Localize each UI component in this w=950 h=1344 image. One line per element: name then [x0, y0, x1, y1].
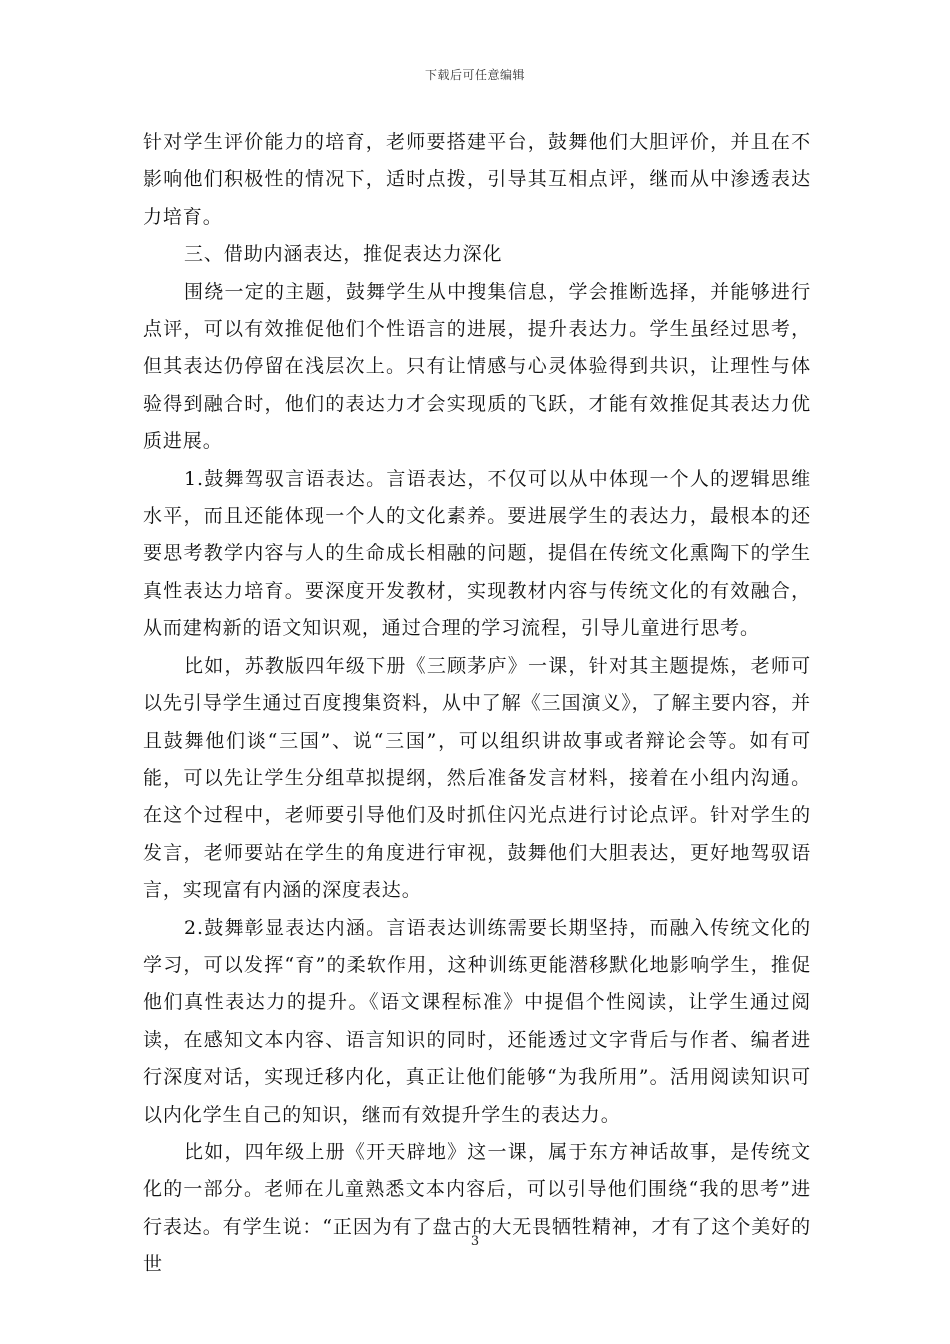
paragraph-1: 针对学生评价能力的培育，老师要搭建平台，鼓舞他们大胆评价，并且在不影响他们积极性的情况下，适时点拨，引导其互相点评，继而从中渗透表达力培育。	[143, 131, 811, 228]
paragraph-6: 比如，四年级上册《开天辟地》这一课，属于东方神话故事，是传统文化的一部分。老师在儿童熟悉文本内容后，可以引导他们围绕“我的思考”进行表达。有学生说：“正因为有了盘古的大无畏牺牲精神，才有了这个美好的世	[143, 1140, 811, 1276]
document-body	[143, 124, 811, 1284]
paragraph-4: 比如，苏教版四年级下册《三顾茅庐》一课，针对其主题提炼，老师可以先引导学生通过百度搜集资料，从中了解《三国演义》，了解主要内容，并且鼓舞他们谈“三国”、说“三国”，可以组织讲故事或者辩论会等。如有可能，可以先让学生分组草拟提纲，然后准备发言材料，接着在小组内沟通。在这个过程中，老师要引导他们及时抓住闪光点进行讨论点评。针对学生的发言，老师要站在学生的角度进行审视，鼓舞他们大胆表达，更好地驾驭语言，实现富有内涵的深度表达。	[143, 654, 811, 902]
paragraph-3: 1.鼓舞驾驭言语表达。言语表达，不仅可以从中体现一个人的逻辑思维水平，而且还能体现一个人的文化素养。要进展学生的表达力，最根本的还要思考教学内容与人的生命成长相融的问题，提倡在传统文化熏陶下的学生真性表达力培育。要深度开发教材，实现教材内容与传统文化的有效融合，从而建构新的语文知识观，通过合理的学习流程，引导儿童进行思考。	[143, 467, 811, 640]
paragraph-5: 2.鼓舞彰显表达内涵。言语表达训练需要长期坚持，而融入传统文化的学习，可以发挥“育”的柔软作用，这种训练更能潜移默化地影响学生，推促他们真性表达力的提升。《语文课程标准》中提倡个性阅读，让学生通过阅读，在感知文本内容、语言知识的同时，还能透过文字背后与作者、编者进行深度对话，实现迁移内化，真正让他们能够“为我所用”。活用阅读知识可以内化学生自己的知识，继而有效提升学生的表达力。	[143, 916, 811, 1126]
page-header: 下载后可任意编辑	[424, 68, 525, 82]
paragraph-2: 围绕一定的主题，鼓舞学生从中搜集信息，学会推断选择，并能够进行点评，可以有效推促他们个性语言的进展，提升表达力。学生虽经过思考，但其表达仍停留在浅层次上。只有让情感与心灵体验得到共识，让理性与体验得到融合时，他们的表达力才会实现质的飞跃，才能有效推促其表达力优质进展。	[143, 280, 811, 453]
section-heading: 三、借助内涵表达，推促表达力深化	[184, 243, 503, 266]
page-number: 3	[470, 1234, 480, 1249]
